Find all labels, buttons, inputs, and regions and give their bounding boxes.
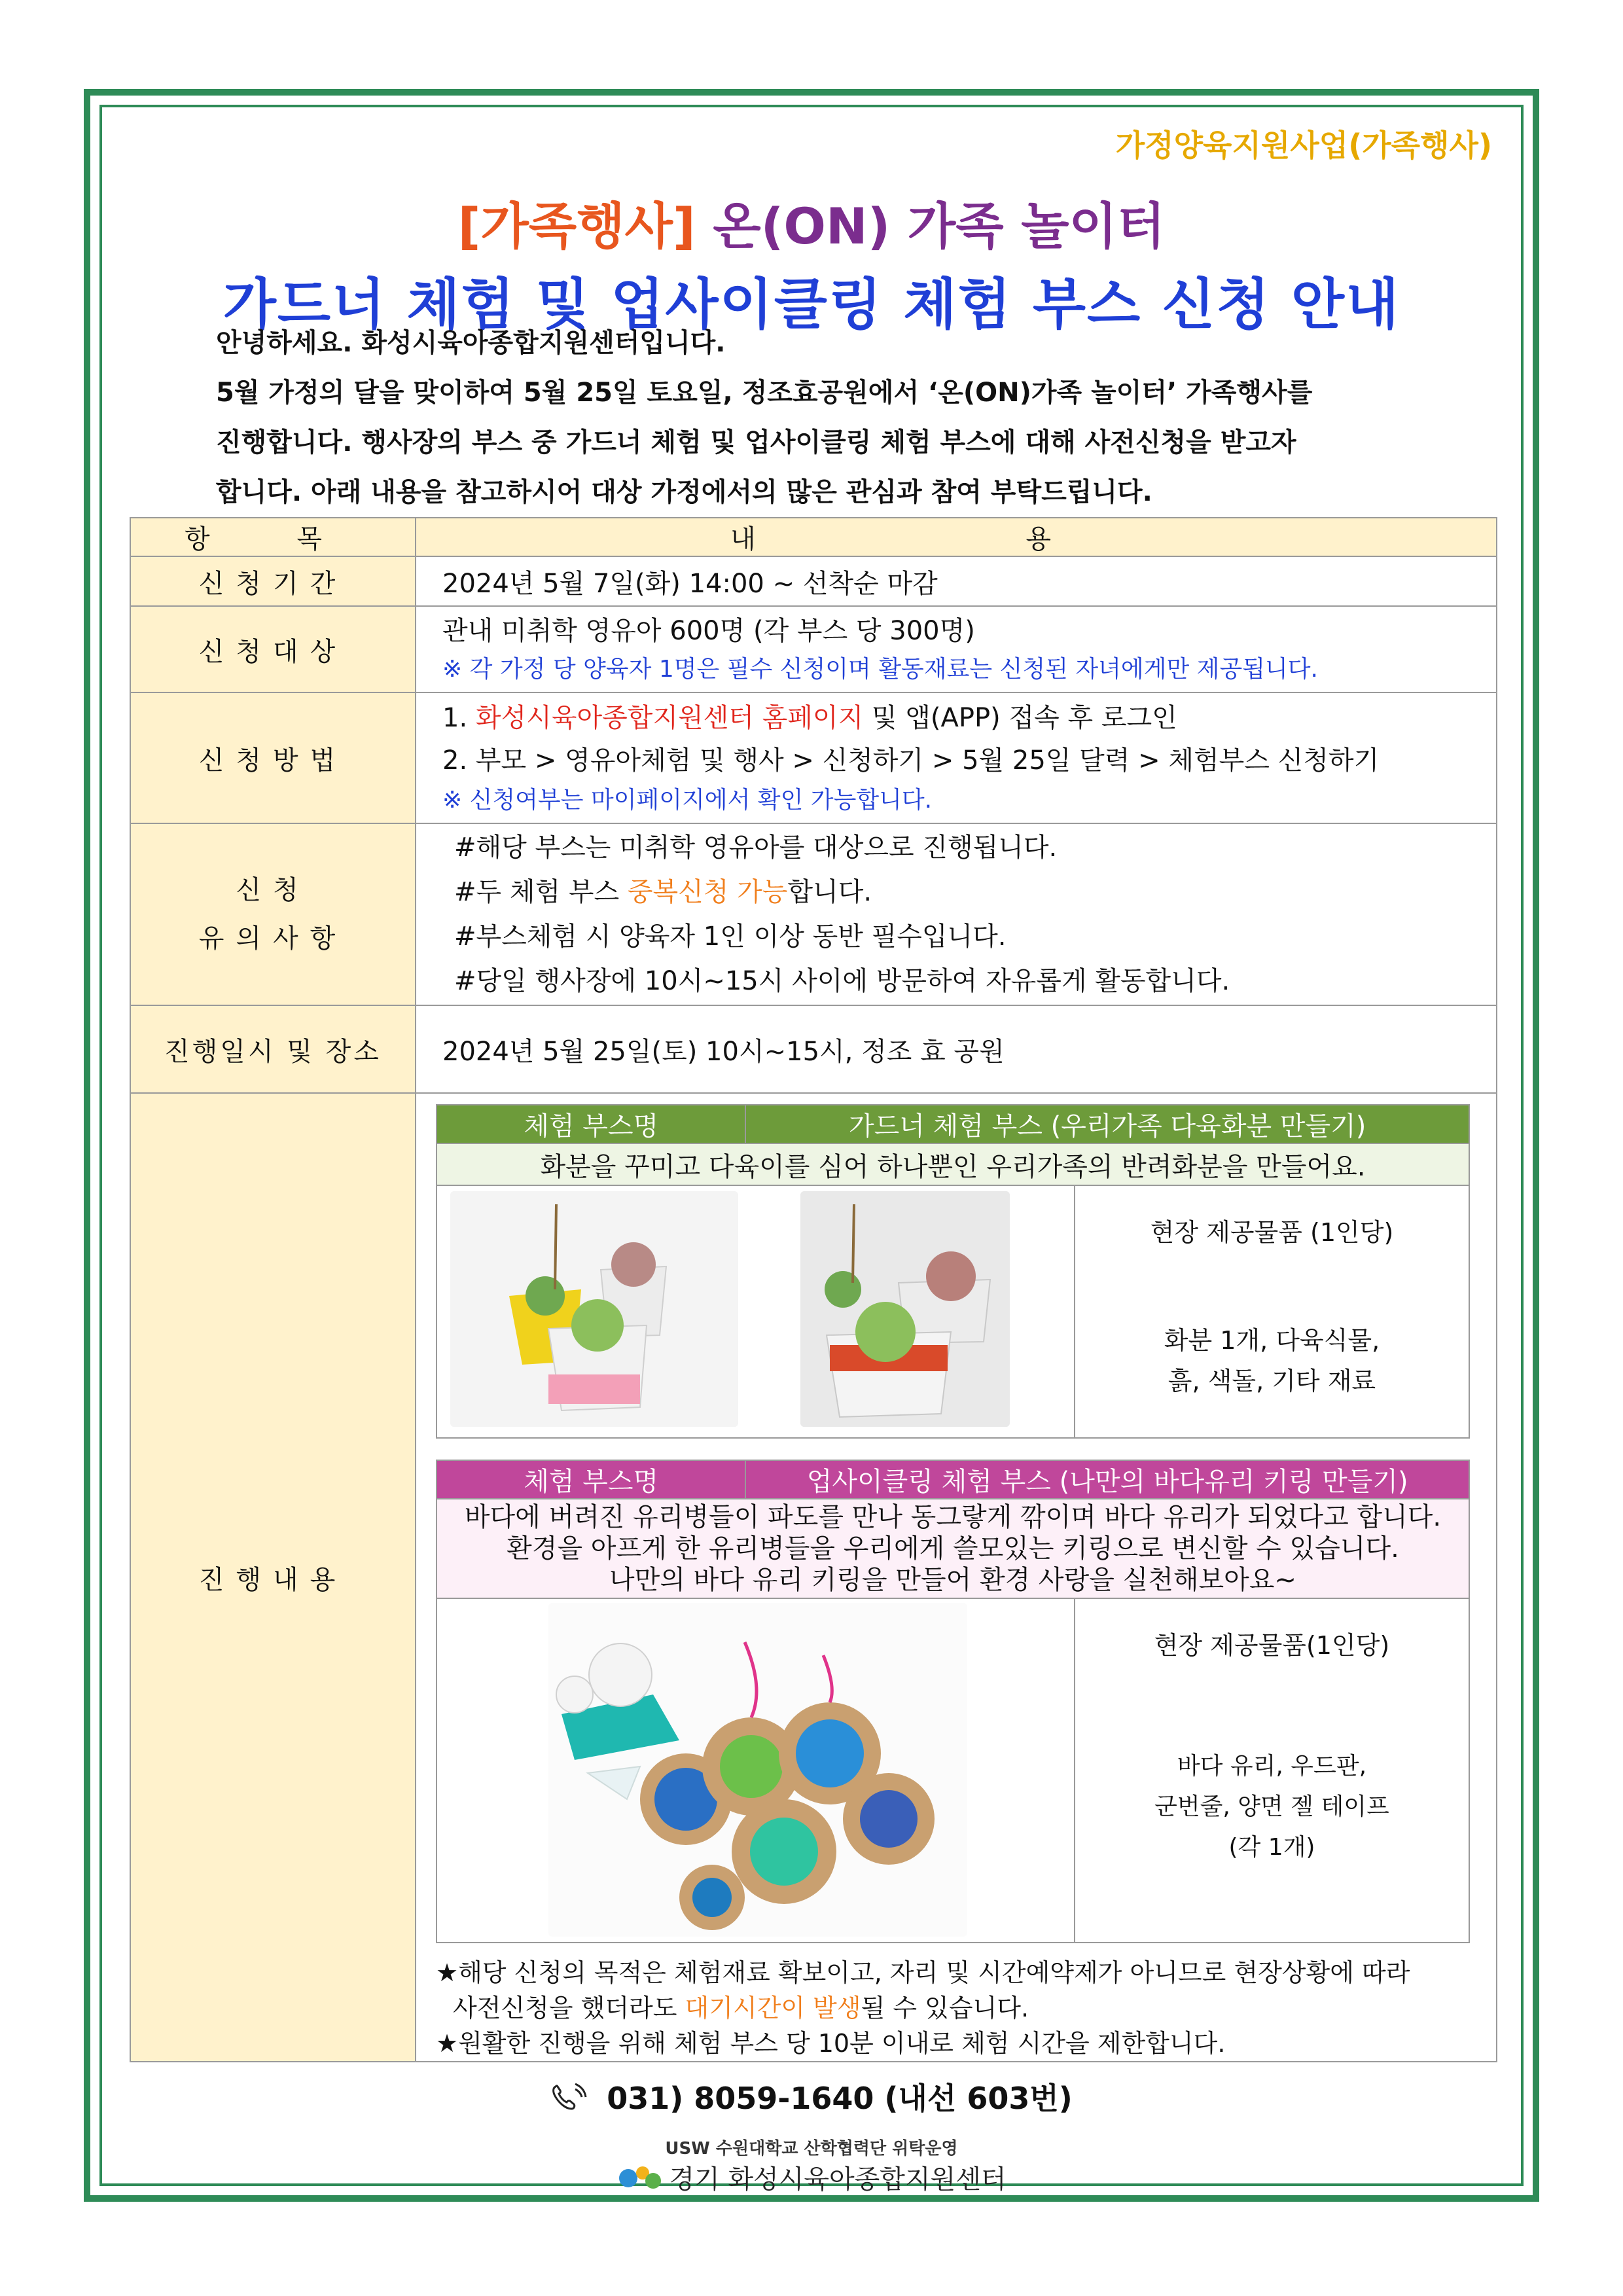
- program-tag: 가정양육지원사업(가족행사): [1115, 128, 1492, 163]
- method-label: 신청방법: [130, 692, 416, 823]
- page-subtitle: 가드너 체험 및 업사이클링 체험 부스 신청 안내: [223, 272, 1400, 336]
- booth-gardener: [436, 1104, 1470, 1439]
- university-logo-text: USW 수원대학교 산학협력단 위탁운영: [665, 2139, 958, 2159]
- intro-line: 5월 가정의 달을 맞이하여 5월 25일 토요일, 정조효공원에서 ‘온(ON)가족 놀이터’ 가족행사를: [216, 378, 1313, 408]
- intro-line: 안녕하세요. 화성시육아종합지원센터입니다.: [216, 328, 726, 358]
- page-title: [0, 187, 1623, 258]
- intro-line: 진행합니다. 행사장의 부스 중 가드너 체험 및 업사이클링 체험 부스에 대해 사전신청을 받고자: [216, 427, 1296, 457]
- header-content: 내 용: [416, 518, 1497, 556]
- footnote-line: 사전신청을 했더라도 대기시간이 발생될 수 있습니다.: [453, 1994, 1029, 2022]
- footnote-line: ★해당 신청의 목적은 체험재료 확보이고, 자리 및 시간예약제가 아니므로 현장상황에 따라: [436, 1958, 1410, 1987]
- table-row-method: [130, 692, 1497, 823]
- table-row-date: [130, 1005, 1497, 1093]
- caution-item: #두 체험 부스 중복신청 가능합니다.: [454, 877, 872, 907]
- caution-item: #부스체험 시 양육자 1인 이상 동반 필수입니다.: [454, 922, 1007, 952]
- booth-description: 바다에 버려진 유리병들이 파도를 만나 동그랗게 깎이며 바다 유리가 되었다고 합니다. 환경을 아프게 한 유리병들을 우리에게 쓸모있는 키링으로 변신할 수 있습니다. 나만의 바다 유리 키링을 만들어 환경 사랑을 실천해보아요~: [437, 1499, 1469, 1598]
- caution-item: #해당 부스는 미취학 영유아를 대상으로 진행됩니다.: [454, 833, 1058, 863]
- center-logo: 경기 화성시육아종합지원센터: [0, 2159, 1623, 2199]
- caution-label: 신청 유의사항: [130, 823, 416, 1005]
- booth-name-label: 체험 부스명: [437, 1460, 745, 1499]
- target-label: 신청대상: [130, 606, 416, 692]
- intro-line: 합니다. 아래 내용을 참고하시어 대상 가정에서의 많은 관심과 참여 부탁드립니다.: [216, 477, 1152, 507]
- caution-item: #당일 행사장에 10시~15시 사이에 방문하여 자유롭게 활동합니다.: [454, 966, 1230, 996]
- table-row-period: [130, 556, 1497, 606]
- period-label: 신청기간: [130, 556, 416, 606]
- table-row-content: [130, 1093, 1497, 2062]
- target-note: ※ 각 가정 당 양육자 1명은 필수 신청이며 활동재료는 신청된 자녀에게만 제공됩니다.: [442, 656, 1318, 683]
- phone-icon: [550, 2083, 587, 2119]
- booth-supply: 현장 제공물품 (1인당) 화분 1개, 다육식물, 흙, 색돌, 기타 재료: [1075, 1185, 1469, 1438]
- info-table: [130, 517, 1497, 2062]
- date-label: 진행일시 및 장소: [130, 1005, 416, 1093]
- contact-phone: 031) 8059-1640 (내선 603번): [0, 2075, 1623, 2119]
- content-label: 진행내용: [130, 1093, 416, 2062]
- date-value: 2024년 5월 25일(토) 10시~15시, 정조 효 공원: [416, 1005, 1497, 1093]
- target-value: 관내 미취학 영유아 600명 (각 부스 당 300명): [442, 616, 975, 646]
- succulent-photo-2: [800, 1191, 1010, 1427]
- booth-name-label: 체험 부스명: [437, 1105, 745, 1143]
- title-event-name: 온(ON) 가족 놀이터: [713, 197, 1166, 255]
- title-category: [가족행사]: [457, 197, 696, 255]
- sea-glass-keyring-photo: [548, 1603, 967, 1937]
- booth-name: 가드너 체험 부스 (우리가족 다육화분 만들기): [745, 1105, 1469, 1143]
- header-item: 항 목: [130, 518, 416, 556]
- booth-name: 업사이클링 체험 부스 (나만의 바다유리 키링 만들기): [745, 1460, 1469, 1499]
- booth-supply: 현장 제공물품(1인당) 바다 유리, 우드판, 군번줄, 양면 젤 테이프 (각 1개): [1075, 1598, 1469, 1943]
- table-row-target: [130, 606, 1497, 692]
- intro-text: [216, 318, 1446, 517]
- homepage-link[interactable]: 화성시육아종합지원센터 홈페이지: [475, 703, 864, 733]
- booth-upcycling: [436, 1460, 1470, 1943]
- method-step-2: 2. 부모 > 영유아체험 및 행사 > 신청하기 > 5월 25일 달력 > 체험부스 신청하기: [442, 745, 1380, 776]
- booth-description: 화분을 꾸미고 다육이를 심어 하나뿐인 우리가족의 반려화분을 만들어요.: [437, 1143, 1469, 1185]
- table-header: [130, 518, 1497, 556]
- table-row-caution: [130, 823, 1497, 1005]
- center-logo-icon: [616, 2162, 662, 2199]
- method-note: ※ 신청여부는 마이페이지에서 확인 가능합니다.: [442, 787, 933, 814]
- footnote-line: ★원활한 진행을 위해 체험 부스 당 10분 이내로 체험 시간을 제한합니다.: [436, 2029, 1226, 2058]
- footnotes: [436, 1955, 1470, 2061]
- period-value: 2024년 5월 7일(화) 14:00 ~ 선착순 마감: [416, 556, 1497, 606]
- method-step-1: 1. 화성시육아종합지원센터 홈페이지 및 앱(APP) 접속 후 로그인: [442, 703, 1177, 733]
- succulent-photo: [450, 1191, 738, 1427]
